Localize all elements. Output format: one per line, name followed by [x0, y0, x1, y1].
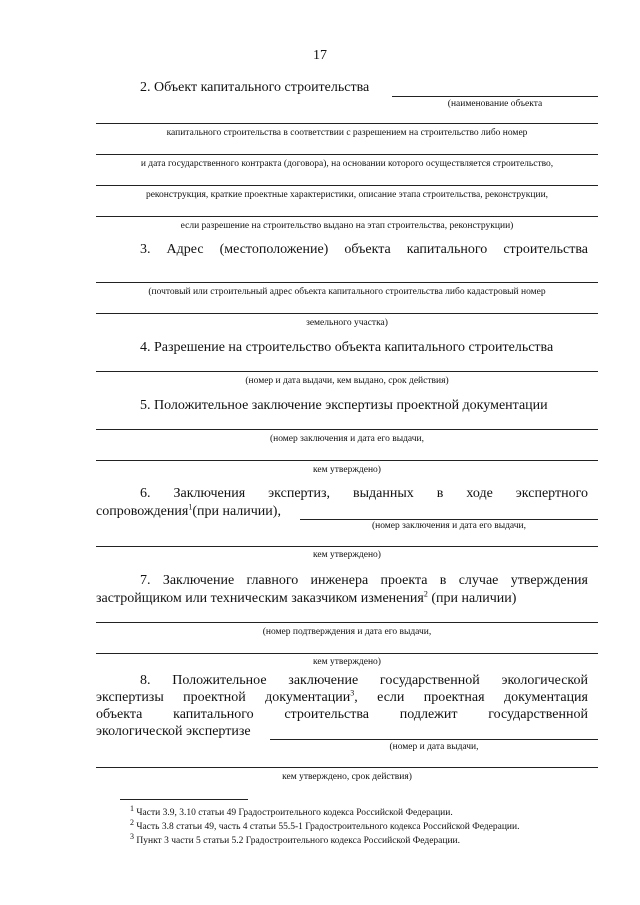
- section-8-text-b: , если проектная документация: [354, 690, 588, 705]
- field-line-expertise[interactable]: [96, 429, 598, 430]
- hint-text: реконструкция, краткие проектные характеристики, описание этапа строительства, реконструкции,: [145, 190, 549, 200]
- hint-text: и дата государственного контракта (договора), на основании которого осуществляется строительство,: [140, 159, 554, 169]
- section-8-text-a: экспертизы проектной документации: [96, 690, 351, 705]
- field-line-ecological-expertise[interactable]: [270, 739, 598, 740]
- hint-engineer-conclusion: (номер подтверждения и дата его выдачи,: [262, 627, 432, 637]
- footnote-mark: 2: [130, 817, 134, 827]
- hint-text: если разрешение на строительство выдано на этап строительства, реконструкции): [180, 221, 514, 231]
- hint-address: (почтовый или строительный адрес объекта капитального строительства либо кадастровый номер: [148, 287, 546, 297]
- field-line[interactable]: [96, 216, 598, 217]
- section-4-title: 4. Разрешение на строительство объекта капитального строительства: [140, 340, 554, 355]
- field-line[interactable]: [96, 313, 598, 314]
- section-5-title: 5. Положительное заключение экспертизы проектной документации: [140, 398, 548, 413]
- hint-ecological-expertise: (номер и дата выдачи,: [389, 742, 479, 752]
- section-7-line2: [96, 591, 516, 607]
- hint-expertise: (номер заключения и дата его выдачи,: [269, 434, 425, 444]
- field-line[interactable]: [96, 185, 598, 186]
- hint-text: кем утверждено, срок действия): [282, 772, 412, 782]
- section-6-title: 6. Заключения экспертиз, выданных в ходе экспертного: [140, 486, 588, 501]
- section-8-line2: [96, 690, 588, 706]
- footnote-ref-2: 2: [423, 589, 428, 599]
- section-8-line4: экологической экспертизе: [96, 724, 251, 739]
- field-line[interactable]: [96, 546, 598, 547]
- section-7-tail: (при наличии): [427, 591, 517, 606]
- section-6-line2: [96, 504, 281, 520]
- footnote-text: Пункт 3 части 5 статьи 5.2 Градостроительного кодекса Российской Федерации.: [134, 836, 461, 846]
- field-line[interactable]: [96, 767, 598, 768]
- footnote-1: [130, 803, 453, 818]
- field-line[interactable]: [96, 460, 598, 461]
- footnote-text: Части 3.9, 3.10 статьи 49 Градостроительного кодекса Российской Федерации.: [134, 808, 453, 818]
- hint-object-name: (наименование объекта: [447, 99, 543, 109]
- footnote-ref-3: 3: [350, 688, 355, 698]
- footnote-mark: 3: [130, 831, 134, 841]
- footnote-3: [130, 831, 461, 846]
- section-8-title: 8. Положительное заключение государственной экологической: [140, 673, 588, 688]
- field-line[interactable]: [96, 123, 598, 124]
- hint-text: кем утверждено): [313, 465, 381, 475]
- section-6-tail: (при наличии),: [192, 504, 281, 519]
- field-line-object-name[interactable]: [392, 96, 598, 97]
- section-8-line3: объекта капитального строительства подлежит государственной: [96, 707, 588, 722]
- field-line[interactable]: [96, 653, 598, 654]
- section-7-text: застройщиком или техническим заказчиком изменения: [96, 591, 424, 606]
- field-line-permit[interactable]: [96, 371, 598, 372]
- section-3-title: 3. Адрес (местоположение) объекта капитального строительства: [140, 242, 588, 257]
- section-6-text: сопровождения: [96, 504, 189, 519]
- field-line[interactable]: [96, 154, 598, 155]
- section-2-title: 2. Объект капитального строительства: [140, 80, 370, 95]
- section-7-title: 7. Заключение главного инженера проекта в случае утверждения: [140, 573, 588, 588]
- footnote-ref-1: 1: [188, 502, 193, 512]
- hint-text: кем утверждено): [313, 550, 381, 560]
- field-line-engineer-conclusion[interactable]: [96, 622, 598, 623]
- hint-expertise-support: (номер заключения и дата его выдачи,: [371, 521, 527, 531]
- field-line-address[interactable]: [96, 282, 598, 283]
- hint-text: капитального строительства в соответствии с разрешением на строительство либо номер: [166, 128, 528, 138]
- footnote-text: Часть 3.8 статьи 49, часть 4 статьи 55.5-1 Градостроительного кодекса Российской Федерации.: [134, 822, 520, 832]
- field-line-expertise-support[interactable]: [300, 519, 598, 520]
- hint-text: кем утверждено): [313, 657, 381, 667]
- footnote-2: [130, 817, 520, 832]
- hint-text: земельного участка): [306, 318, 388, 328]
- footnote-mark: 1: [130, 803, 134, 813]
- page-number: 17: [313, 48, 327, 63]
- hint-permit: (номер и дата выдачи, кем выдано, срок действия): [245, 376, 449, 386]
- footnote-separator: [120, 799, 248, 800]
